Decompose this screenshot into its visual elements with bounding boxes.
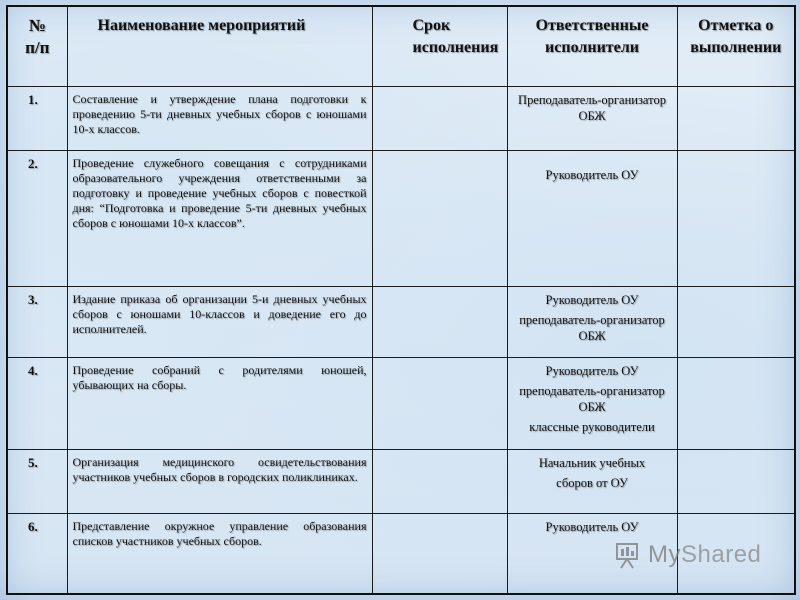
table-header-row: [7, 6, 795, 86]
table-row: [7, 150, 795, 287]
header-number: № п/п: [7, 6, 67, 86]
myshared-watermark: [612, 538, 772, 572]
watermark-my-text: My: [648, 541, 681, 568]
events-plan-table: [6, 5, 796, 595]
row-number: 3.: [7, 287, 67, 357]
row-responsible: Руководитель ОУ: [507, 514, 677, 594]
row-responsible: Преподаватель-организатор ОБЖ: [507, 86, 677, 150]
row-deadline: [372, 357, 507, 449]
row-done-mark: [677, 150, 795, 287]
row-number: 5.: [7, 449, 67, 513]
row-done-mark: [677, 449, 795, 513]
header-deadline: Срок исполнения: [372, 6, 507, 86]
row-responsible: Руководитель ОУ преподаватель-организатор ОБЖ: [507, 287, 677, 357]
row-deadline: [372, 86, 507, 150]
row-number: 2.: [7, 150, 67, 287]
header-task: Наименование мероприятий: [67, 6, 372, 86]
row-done-mark: [677, 86, 795, 150]
row-responsible: Начальник учебных сборов от ОУ: [507, 449, 677, 513]
row-done-mark: [677, 287, 795, 357]
row-deadline: [372, 150, 507, 287]
row-done-mark: [677, 357, 795, 449]
row-responsible: Руководитель ОУ преподаватель-организатор ОБЖ классные руководители: [507, 357, 677, 449]
row-task: Составление и утверждение плана подготовки к проведению 5-ти дневных учебных сборов с юношами 10-х классов.: [67, 86, 372, 150]
header-responsible: Ответственные исполнители: [507, 6, 677, 86]
row-deadline: [372, 514, 507, 594]
row-deadline: [372, 449, 507, 513]
presentation-board-icon: [612, 540, 642, 570]
row-number: 6.: [7, 514, 67, 594]
row-task: Проведение собраний с родителями юношей, убывающих на сборы.: [67, 357, 372, 449]
header-done: Отметка о выполнении: [677, 6, 795, 86]
row-responsible: Руководитель ОУ: [507, 150, 677, 287]
row-task: Проведение служебного совещания с сотрудниками образовательного учреждения ответственными за подготовку и проведение учебных сборов с повесткой дня: “Подготовка и проведение 5-ти дневных учебных сборов с юношами 10-х классов”.: [67, 150, 372, 287]
row-number: 4.: [7, 357, 67, 449]
table-row: [7, 86, 795, 150]
row-task: Представление окружное управление образования списков участников учебных сборов.: [67, 514, 372, 594]
row-task: Организация медицинского освидетельствования участников учебных сборов в городских поликлиниках.: [67, 449, 372, 513]
row-task: Издание приказа об организации 5-и дневных учебных сборов с юношами 10-классов и доведение его до исполнителей.: [67, 287, 372, 357]
row-deadline: [372, 287, 507, 357]
watermark-shared-text: Shared: [681, 541, 762, 568]
table-row: [7, 287, 795, 357]
table-row: [7, 357, 795, 449]
row-number: 1.: [7, 86, 67, 150]
table-row: [7, 449, 795, 513]
